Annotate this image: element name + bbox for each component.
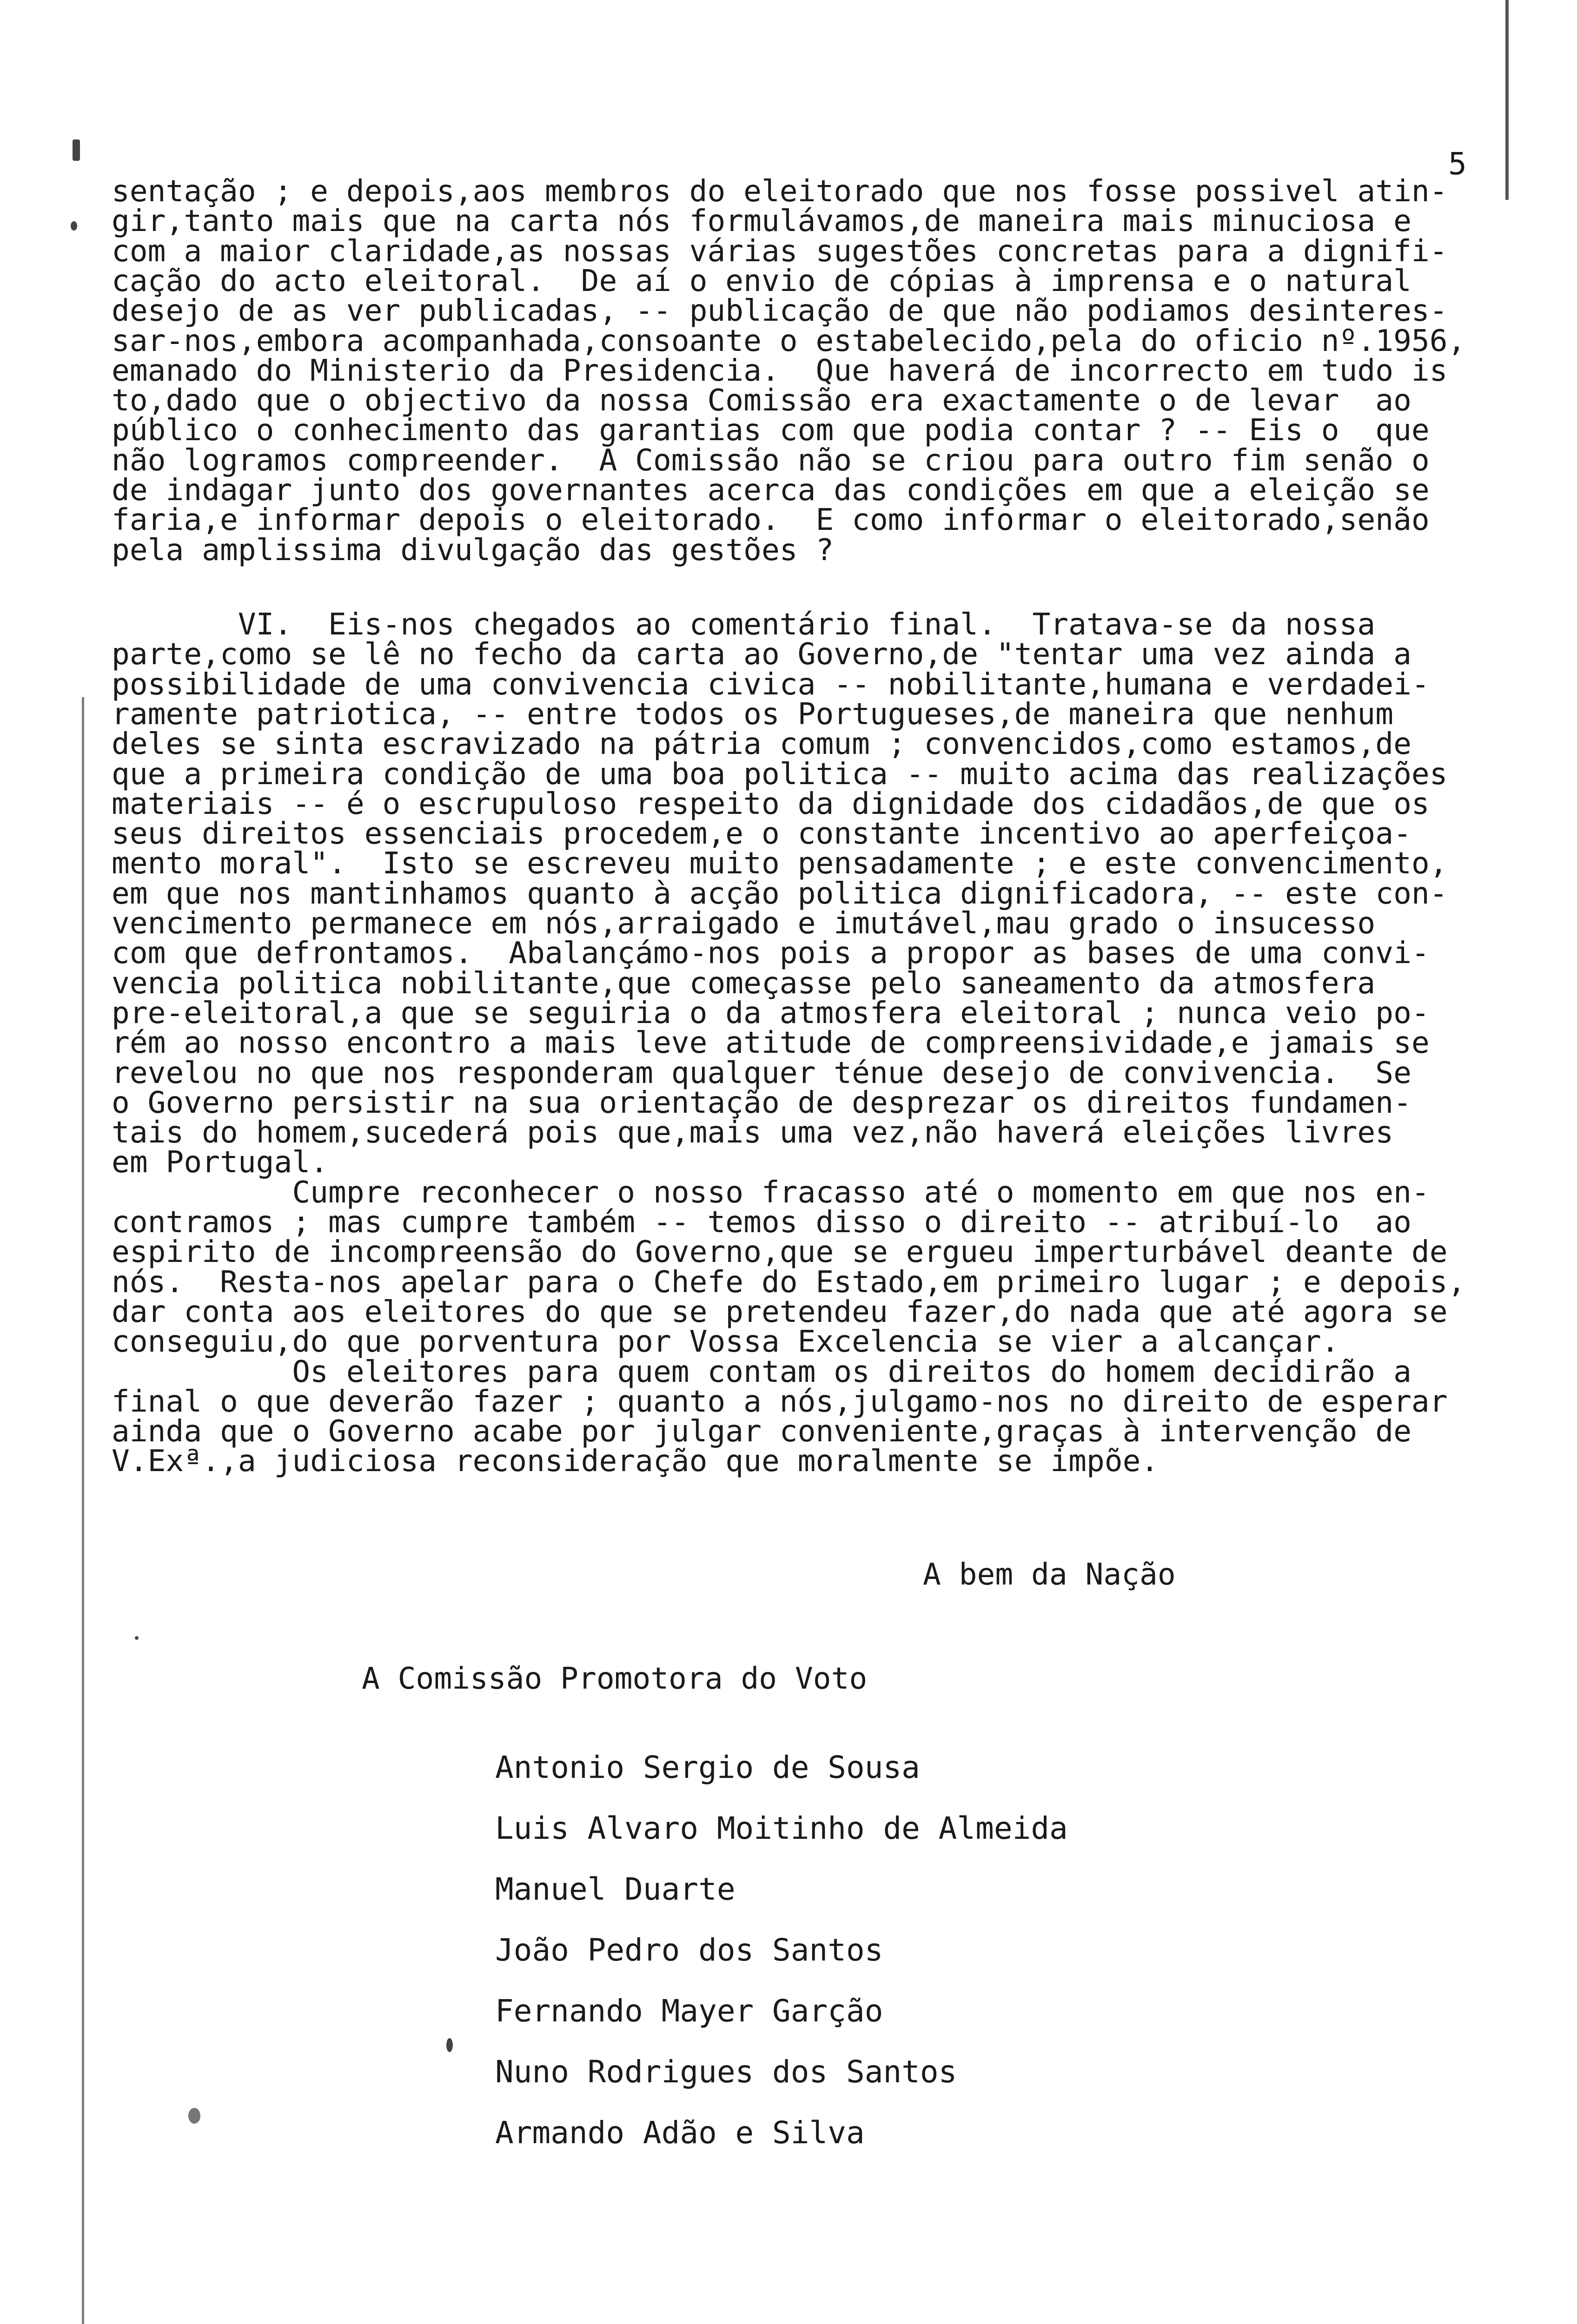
text-line: pela amplissima divulgação das gestões ?: [112, 532, 834, 568]
text-line: não logramos compreender. A Comissão não se criou para outro fim senão o: [112, 442, 1430, 478]
copy-speck: [135, 1636, 139, 1640]
text-line: espirito de incompreensão do Governo,que se ergueu imperturbável deante de: [112, 1235, 1448, 1270]
text-line: público o conhecimento das garantias com que podia contar ? -- Eis o que: [112, 413, 1430, 448]
page-number: 5: [1448, 146, 1467, 182]
copy-speck: [73, 139, 80, 161]
text-line: sentação ; e depois,aos membros do eleitorado que nos fosse possivel atin-: [112, 174, 1448, 209]
text-line: com que defrontamos. Abalançámo-nos pois a propor as bases de uma convi-: [112, 936, 1430, 971]
copy-speck: [446, 2038, 453, 2052]
text-line: desejo de as ver publicadas, -- publicação de que não podiamos desinteres-: [112, 293, 1448, 329]
text-line: mento moral". Isto se escreveu muito pensadamente ; e este convencimento,: [112, 846, 1448, 881]
text-line: Os eleitores para quem contam os direitos do homem decidirão a: [112, 1354, 1411, 1389]
signatory-name: Fernando Mayer Garção: [495, 1993, 883, 2029]
text-line: nós. Resta-nos apelar para o Chefe do Estado,em primeiro lugar ; e depois,: [112, 1264, 1466, 1300]
text-line: contramos ; mas cumpre também -- temos disso o direito -- atribuí-lo ao: [112, 1205, 1411, 1240]
text-line: faria,e informar depois o eleitorado. E como informar o eleitorado,senão: [112, 502, 1430, 538]
text-line: V.Exª.,a judiciosa reconsideração que moralmente se impõe.: [112, 1444, 1159, 1479]
left-margin-rule: [82, 697, 84, 2324]
committee-name: A Comissão Promotora do Voto: [362, 1661, 868, 1696]
closing-salutation: A bem da Nação: [923, 1557, 1176, 1592]
text-line: to,dado que o objectivo da nossa Comissão era exactamente o de levar ao: [112, 383, 1411, 418]
text-line: gir,tanto mais que na carta nós formulávamos,de maneira mais minuciosa e: [112, 204, 1411, 239]
text-line: seus direitos essenciais procedem,e o constante incentivo ao aperfeiçoa-: [112, 816, 1411, 852]
text-line: Cumpre reconhecer o nosso fracasso até o momento em que nos en-: [112, 1175, 1430, 1210]
text-line: revelou no que nos responderam qualquer ténue desejo de convivencia. Se: [112, 1055, 1411, 1090]
signatory-name: Nuno Rodrigues dos Santos: [495, 2054, 957, 2090]
text-line: em que nos mantinhamos quanto à acção politica dignificadora, -- este con-: [112, 876, 1448, 911]
text-line: com a maior claridade,as nossas várias sugestões concretas para a dignifi-: [112, 233, 1448, 269]
text-line: parte,como se lê no fecho da carta ao Governo,de "tentar uma vez ainda a: [112, 637, 1411, 672]
text-line: que a primeira condição de uma boa politica -- muito acima das realizações: [112, 756, 1448, 792]
text-line: conseguiu,do que porventura por Vossa Excelencia se vier a alcançar.: [112, 1324, 1339, 1360]
signatory-name: Manuel Duarte: [495, 1871, 735, 1907]
text-line: vencimento permanece em nós,arraigado e imutável,mau grado o insucesso: [112, 906, 1376, 941]
text-line: sar-nos,embora acompanhada,consoante o estabelecido,pela do oficio nº.1956,: [112, 323, 1466, 358]
text-line: tais do homem,sucederá pois que,mais uma vez,não haverá eleições livres: [112, 1115, 1394, 1150]
text-line: em Portugal.: [112, 1145, 328, 1180]
signatory-name: João Pedro dos Santos: [495, 1932, 883, 1968]
signatory-name: Luis Alvaro Moitinho de Almeida: [495, 1810, 1068, 1846]
signatory-name: Armando Adão e Silva: [495, 2115, 865, 2151]
text-line: ainda que o Governo acabe por julgar conveniente,graças à intervenção de: [112, 1414, 1411, 1449]
text-line: final o que deverão fazer ; quanto a nós,julgamo-nos no direito de esperar: [112, 1384, 1448, 1419]
text-line: rém ao nosso encontro a mais leve atitude de compreensividade,e jamais se: [112, 1025, 1430, 1061]
text-line: possibilidade de uma convivencia civica -- nobilitante,humana e verdadei-: [112, 667, 1430, 702]
text-line: cação do acto eleitoral. De aí o envio de cópias à imprensa e o natural: [112, 263, 1411, 298]
text-line: pre-eleitoral,a que se seguiria o da atmosfera eleitoral ; nunca veio po-: [112, 995, 1430, 1030]
text-line: vencia politica nobilitante,que começasse pelo saneamento da atmosfera: [112, 965, 1376, 1001]
text-line: emanado do Ministerio da Presidencia. Que haverá de incorrecto em tudo is: [112, 353, 1448, 388]
copy-speck: [188, 2108, 200, 2124]
text-line: dar conta aos eleitores do que se pretendeu fazer,do nada que até agora se: [112, 1294, 1448, 1329]
copy-speck: [71, 221, 77, 231]
text-line: de indagar junto dos governantes acerca das condições em que a eleição se: [112, 473, 1430, 508]
text-line: VI. Eis-nos chegados ao comentário final. Tratava-se da nossa: [112, 607, 1376, 642]
signatory-name: Antonio Sergio de Sousa: [495, 1750, 920, 1785]
text-line: o Governo persistir na sua orientação de desprezar os direitos fundamen-: [112, 1085, 1411, 1120]
text-line: deles se sinta escravizado na pátria comum ; convencidos,como estamos,de: [112, 726, 1411, 762]
right-margin-rule: [1505, 0, 1509, 200]
text-line: materiais -- é o escrupuloso respeito da dignidade dos cidadãos,de que os: [112, 786, 1430, 821]
text-line: ramente patriotica, -- entre todos os Portugueses,de maneira que nenhum: [112, 696, 1394, 732]
